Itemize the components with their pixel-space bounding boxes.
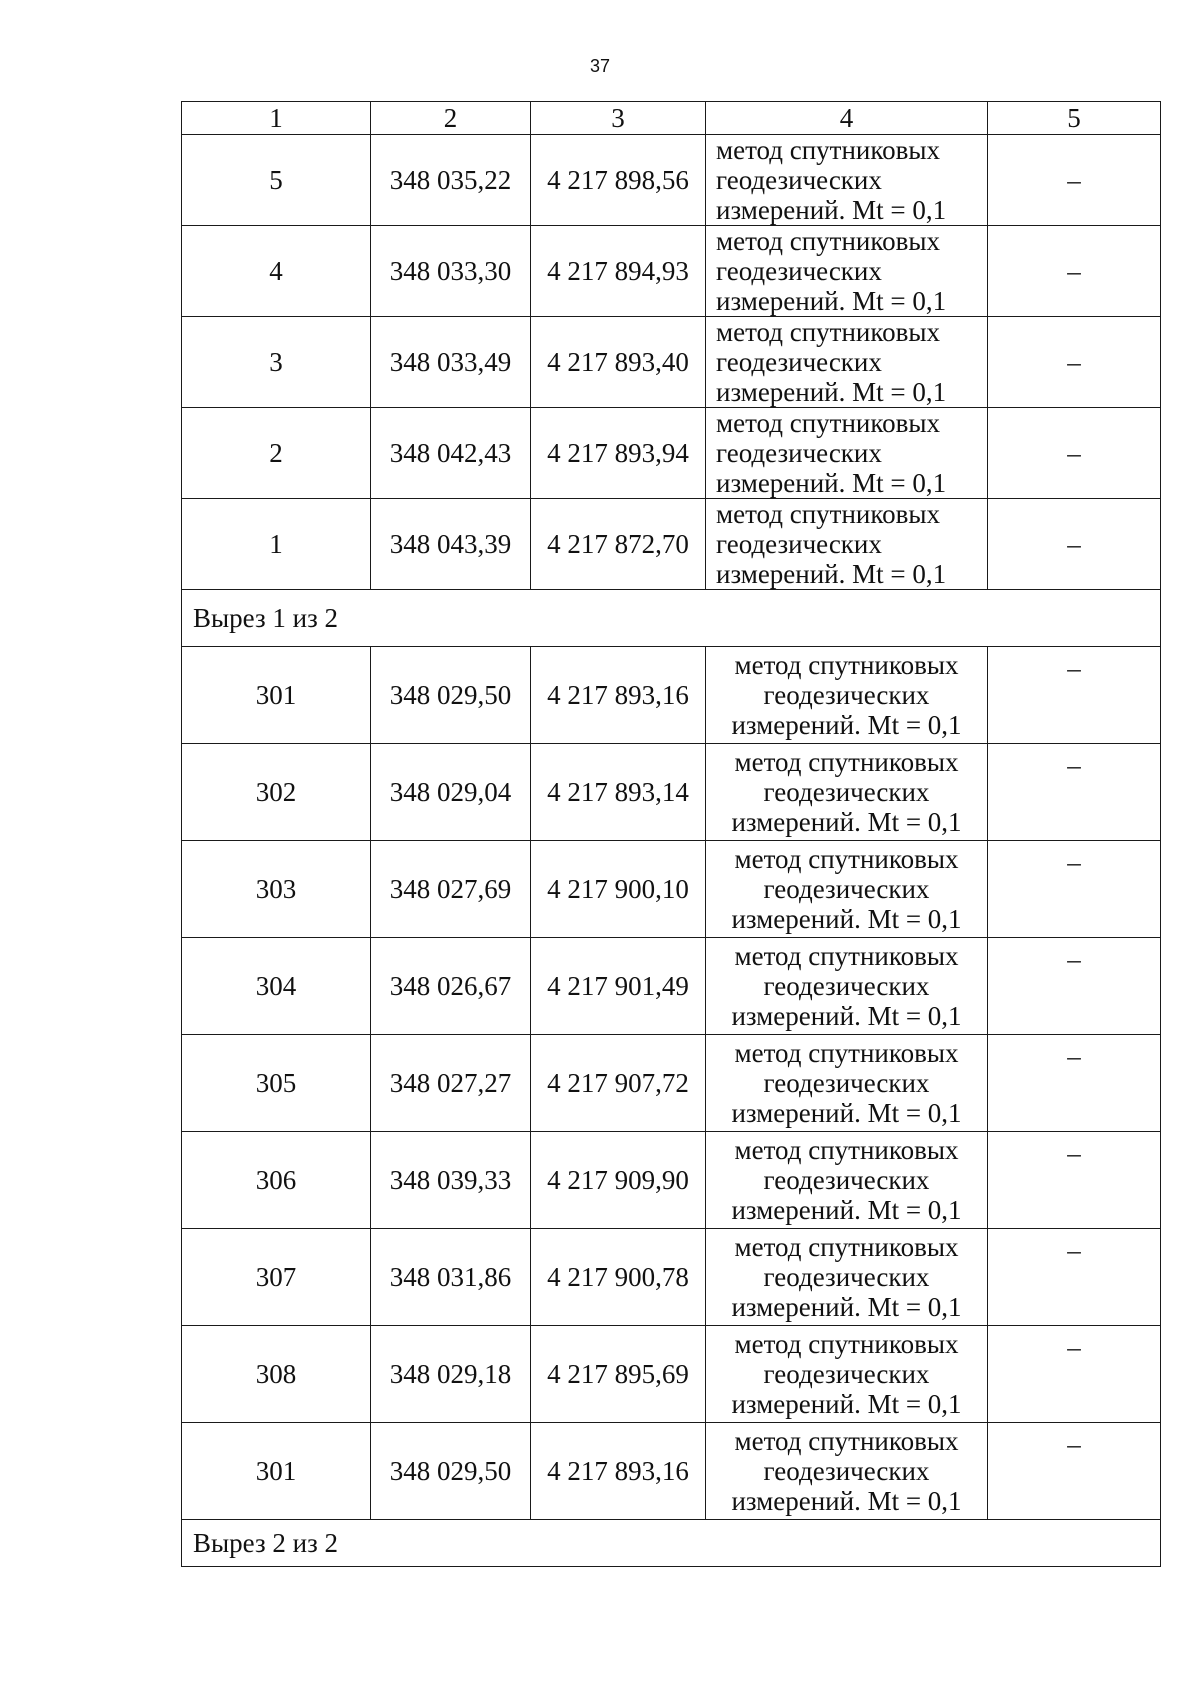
coordinate-y: 4 217 893,40 xyxy=(531,317,706,408)
point-number: 301 xyxy=(182,1423,371,1520)
method-line: геодезических xyxy=(763,1068,930,1098)
column5-dash: – xyxy=(988,317,1161,408)
coordinate-x: 348 035,22 xyxy=(371,135,531,226)
method-line: измерений. Mt = 0,1 xyxy=(731,1001,962,1031)
method-line: метод спутниковых xyxy=(716,499,940,529)
method-cell xyxy=(706,744,988,841)
column5-dash: – xyxy=(988,1326,1161,1423)
table-row xyxy=(182,408,1161,499)
coordinate-x: 348 029,18 xyxy=(371,1326,531,1423)
column5-dash: – xyxy=(988,408,1161,499)
point-number: 1 xyxy=(182,499,371,590)
point-number: 4 xyxy=(182,226,371,317)
method-cell xyxy=(706,1132,988,1229)
method-cell xyxy=(706,1229,988,1326)
header-cell: 1 xyxy=(182,102,371,135)
table-header-row xyxy=(182,102,1161,135)
coordinate-x: 348 027,27 xyxy=(371,1035,531,1132)
method-line: геодезических xyxy=(763,777,930,807)
method-line: геодезических xyxy=(763,1262,930,1292)
point-number: 303 xyxy=(182,841,371,938)
method-cell xyxy=(706,841,988,938)
table-row xyxy=(182,1423,1161,1520)
method-line: геодезических xyxy=(763,1359,930,1389)
method-line: измерений. Mt = 0,1 xyxy=(716,195,947,225)
method-cell xyxy=(706,1326,988,1423)
method-line: измерений. Mt = 0,1 xyxy=(731,1098,962,1128)
coordinate-x: 348 026,67 xyxy=(371,938,531,1035)
method-line: измерений. Mt = 0,1 xyxy=(716,286,947,316)
method-line: измерений. Mt = 0,1 xyxy=(716,377,947,407)
table-row xyxy=(182,1132,1161,1229)
table-row xyxy=(182,647,1161,744)
table-row xyxy=(182,1035,1161,1132)
coordinate-x: 348 042,43 xyxy=(371,408,531,499)
method-cell xyxy=(706,1423,988,1520)
method-line: метод спутниковых xyxy=(716,408,940,438)
method-line: метод спутниковых xyxy=(734,941,959,971)
table-row xyxy=(182,135,1161,226)
section-row xyxy=(182,1520,1161,1567)
table-row xyxy=(182,744,1161,841)
table-row xyxy=(182,499,1161,590)
coordinate-y: 4 217 901,49 xyxy=(531,938,706,1035)
coordinate-y: 4 217 895,69 xyxy=(531,1326,706,1423)
coordinates-table xyxy=(181,101,1161,1567)
method-cell xyxy=(706,226,988,317)
method-line: метод спутниковых xyxy=(734,650,959,680)
method-line: метод спутниковых xyxy=(734,844,959,874)
coordinate-x: 348 029,50 xyxy=(371,647,531,744)
point-number: 302 xyxy=(182,744,371,841)
method-line: измерений. Mt = 0,1 xyxy=(731,1195,962,1225)
table-row xyxy=(182,226,1161,317)
header-cell: 4 xyxy=(706,102,988,135)
method-cell xyxy=(706,938,988,1035)
method-line: метод спутниковых xyxy=(734,1135,959,1165)
column5-dash: – xyxy=(988,1132,1161,1229)
coordinate-x: 348 029,50 xyxy=(371,1423,531,1520)
method-line: геодезических xyxy=(763,971,930,1001)
column5-dash: – xyxy=(988,938,1161,1035)
method-line: измерений. Mt = 0,1 xyxy=(731,904,962,934)
method-cell xyxy=(706,499,988,590)
section-row xyxy=(182,590,1161,647)
method-line: геодезических xyxy=(716,529,882,559)
coordinate-x: 348 031,86 xyxy=(371,1229,531,1326)
column5-dash: – xyxy=(988,841,1161,938)
method-line: геодезических xyxy=(763,1165,930,1195)
section-label: Вырез 1 из 2 xyxy=(182,590,1161,647)
method-line: измерений. Mt = 0,1 xyxy=(731,710,962,740)
method-cell xyxy=(706,408,988,499)
coordinate-y: 4 217 898,56 xyxy=(531,135,706,226)
method-line: измерений. Mt = 0,1 xyxy=(716,468,947,498)
point-number: 5 xyxy=(182,135,371,226)
method-line: геодезических xyxy=(763,874,930,904)
point-number: 2 xyxy=(182,408,371,499)
point-number: 307 xyxy=(182,1229,371,1326)
point-number: 306 xyxy=(182,1132,371,1229)
coordinate-x: 348 033,49 xyxy=(371,317,531,408)
method-line: метод спутниковых xyxy=(716,135,940,165)
method-line: измерений. Mt = 0,1 xyxy=(731,1389,962,1419)
method-line: метод спутниковых xyxy=(734,1232,959,1262)
column5-dash: – xyxy=(988,647,1161,744)
method-cell xyxy=(706,647,988,744)
column5-dash: – xyxy=(988,1035,1161,1132)
method-line: геодезических xyxy=(763,680,930,710)
point-number: 305 xyxy=(182,1035,371,1132)
coordinate-x: 348 029,04 xyxy=(371,744,531,841)
method-line: измерений. Mt = 0,1 xyxy=(716,559,947,589)
page-number: 37 xyxy=(589,56,611,76)
point-number: 3 xyxy=(182,317,371,408)
coordinate-y: 4 217 893,16 xyxy=(531,1423,706,1520)
coordinate-y: 4 217 900,10 xyxy=(531,841,706,938)
table-row xyxy=(182,317,1161,408)
coordinate-x: 348 039,33 xyxy=(371,1132,531,1229)
method-cell xyxy=(706,135,988,226)
point-number: 304 xyxy=(182,938,371,1035)
coordinate-y: 4 217 893,16 xyxy=(531,647,706,744)
coordinate-y: 4 217 900,78 xyxy=(531,1229,706,1326)
method-line: измерений. Mt = 0,1 xyxy=(731,1486,962,1516)
method-line: геодезических xyxy=(716,347,882,377)
section-label: Вырез 2 из 2 xyxy=(182,1520,1161,1567)
column5-dash: – xyxy=(988,226,1161,317)
method-line: метод спутниковых xyxy=(734,747,959,777)
method-line: метод спутниковых xyxy=(734,1329,959,1359)
table-row xyxy=(182,938,1161,1035)
point-number: 301 xyxy=(182,647,371,744)
column5-dash: – xyxy=(988,499,1161,590)
method-line: измерений. Mt = 0,1 xyxy=(731,807,962,837)
method-line: метод спутниковых xyxy=(716,317,940,347)
method-line: метод спутниковых xyxy=(716,226,940,256)
method-cell xyxy=(706,1035,988,1132)
header-cell: 3 xyxy=(531,102,706,135)
column5-dash: – xyxy=(988,1229,1161,1326)
coordinate-x: 348 027,69 xyxy=(371,841,531,938)
header-cell: 2 xyxy=(371,102,531,135)
column5-dash: – xyxy=(988,135,1161,226)
coordinate-y: 4 217 872,70 xyxy=(531,499,706,590)
coordinate-y: 4 217 894,93 xyxy=(531,226,706,317)
method-line: геодезических xyxy=(716,438,882,468)
method-line: геодезических xyxy=(763,1456,930,1486)
coordinate-y: 4 217 909,90 xyxy=(531,1132,706,1229)
header-cell: 5 xyxy=(988,102,1161,135)
method-line: геодезических xyxy=(716,256,882,286)
table-row xyxy=(182,1326,1161,1423)
table-row xyxy=(182,841,1161,938)
method-line: метод спутниковых xyxy=(734,1426,959,1456)
coordinate-y: 4 217 893,14 xyxy=(531,744,706,841)
method-line: измерений. Mt = 0,1 xyxy=(731,1292,962,1322)
column5-dash: – xyxy=(988,1423,1161,1520)
coordinate-y: 4 217 893,94 xyxy=(531,408,706,499)
column5-dash: – xyxy=(988,744,1161,841)
method-line: метод спутниковых xyxy=(734,1038,959,1068)
method-cell xyxy=(706,317,988,408)
coordinate-x: 348 043,39 xyxy=(371,499,531,590)
table-row xyxy=(182,1229,1161,1326)
point-number: 308 xyxy=(182,1326,371,1423)
coordinate-y: 4 217 907,72 xyxy=(531,1035,706,1132)
coordinate-x: 348 033,30 xyxy=(371,226,531,317)
method-line: геодезических xyxy=(716,165,882,195)
